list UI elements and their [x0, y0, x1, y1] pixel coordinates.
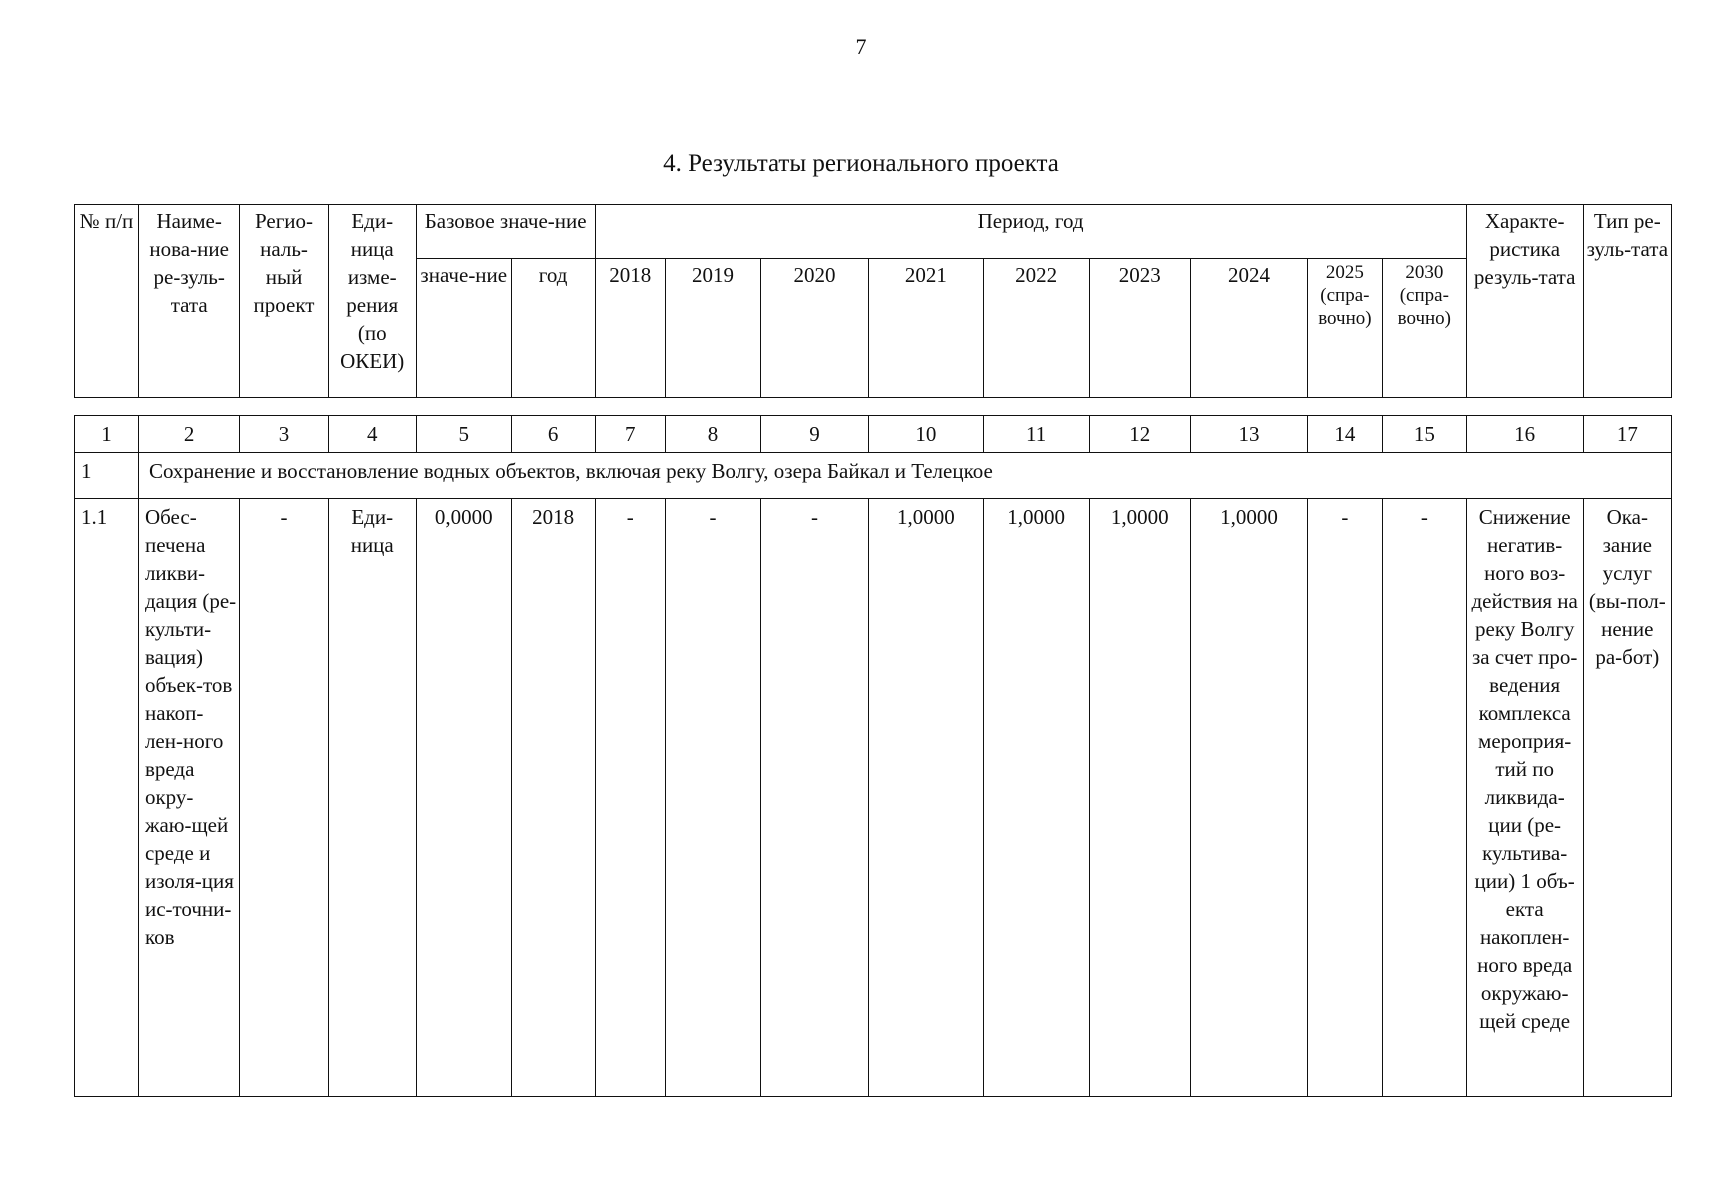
result-type: Ока-зание услуг (вы-пол-нение ра-бот): [1583, 499, 1671, 1097]
column-number: 11: [983, 416, 1089, 453]
header-year: 2030 (спра-вочно): [1382, 258, 1466, 397]
header-year: 2018: [595, 258, 666, 397]
column-number: 14: [1307, 416, 1382, 453]
header-type: Тип ре-зуль-тата: [1583, 205, 1671, 398]
unit: Еди-ница: [328, 499, 416, 1097]
column-number: 2: [138, 416, 239, 453]
section-text: Сохранение и восстановление водных объектов, включая реку Волгу, озера Байкал и Телецкое: [138, 453, 1671, 499]
column-number: 3: [240, 416, 328, 453]
column-number: 5: [416, 416, 511, 453]
header-year: 2023: [1089, 258, 1190, 397]
header-base-value-value: значе-ние: [416, 258, 511, 397]
column-numbers-row: [75, 416, 1672, 453]
header-base-value-year: год: [511, 258, 595, 397]
column-number: 17: [1583, 416, 1671, 453]
header-year: 2020: [760, 258, 868, 397]
header-year: 2025 (спра-вочно): [1307, 258, 1382, 397]
column-number: 15: [1382, 416, 1466, 453]
value-2022: 1,0000: [983, 499, 1089, 1097]
header-characteristic: Характе-ристика резуль-тата: [1466, 205, 1583, 398]
column-number: 6: [511, 416, 595, 453]
value-2023: 1,0000: [1089, 499, 1190, 1097]
header-year: 2019: [666, 258, 761, 397]
column-number: 4: [328, 416, 416, 453]
column-number: 12: [1089, 416, 1190, 453]
header-year: 2021: [869, 258, 984, 397]
header-base-value: Базовое значе-ние: [416, 205, 595, 259]
value-2019: -: [666, 499, 761, 1097]
header-year: 2024: [1191, 258, 1308, 397]
value-2024: 1,0000: [1191, 499, 1308, 1097]
column-number: 13: [1191, 416, 1308, 453]
base-value: 0,0000: [416, 499, 511, 1097]
column-number: 7: [595, 416, 666, 453]
base-year: 2018: [511, 499, 595, 1097]
section-row: [75, 453, 1672, 499]
value-2025: -: [1307, 499, 1382, 1097]
results-header-table: [74, 204, 1672, 398]
column-number: 8: [666, 416, 761, 453]
value-2030: -: [1382, 499, 1466, 1097]
column-number: 9: [760, 416, 868, 453]
header-name: Наиме-нова-ние ре-зуль-тата: [138, 205, 239, 398]
header-num: № п/п: [75, 205, 139, 398]
page-number: 7: [855, 34, 867, 59]
result-name: Обес-печена ликви-дация (ре-культи-вация) объек-тов накоп-лен-ного вреда окру-жаю-щей среде и изоля-ция ис-точни-ков: [138, 499, 239, 1097]
result-characteristic: Снижение негатив-ного воз-действия на реку Волгу за счет про-ведения комплекса мероприя-тий по ликвида-ции (ре-культива-ции) 1 объ-екта накоплен-ного вреда окружаю-щей среде: [1466, 499, 1583, 1097]
section-number: 1: [75, 453, 139, 499]
header-year: 2022: [983, 258, 1089, 397]
value-2018: -: [595, 499, 666, 1097]
column-number: 16: [1466, 416, 1583, 453]
results-body-table: [74, 415, 1672, 1097]
section-title: 4. Результаты регионального проекта: [663, 150, 1059, 177]
column-number: 10: [869, 416, 984, 453]
regional-project: -: [240, 499, 328, 1097]
value-2021: 1,0000: [869, 499, 984, 1097]
header-unit: Еди-ница изме-рения (по ОКЕИ): [328, 205, 416, 398]
column-number: 1: [75, 416, 139, 453]
header-regional-project: Регио-наль-ный проект: [240, 205, 328, 398]
row-number: 1.1: [75, 499, 139, 1097]
header-period: Период, год: [595, 205, 1466, 259]
table-row: [75, 499, 1672, 1097]
value-2020: -: [760, 499, 868, 1097]
